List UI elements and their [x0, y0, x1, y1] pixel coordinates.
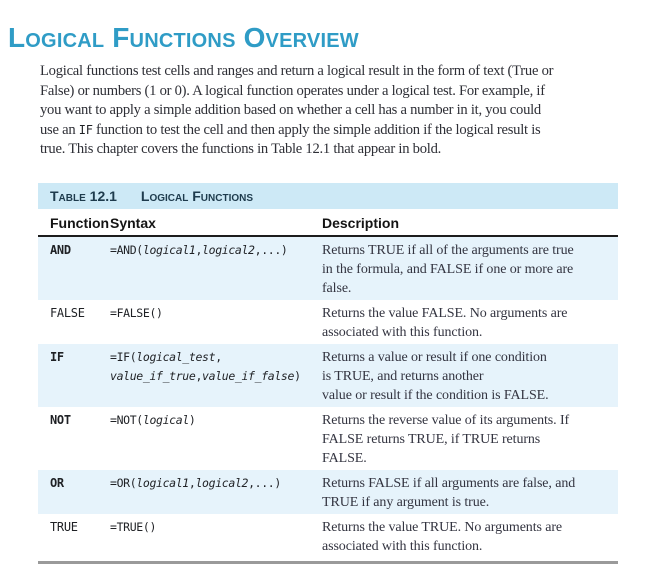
description-cell: [322, 241, 606, 298]
description-line: TRUE if any argument is true.: [322, 495, 490, 510]
syntax-argument: logical: [142, 413, 189, 427]
description-line: Returns the value FALSE. No arguments are: [322, 306, 568, 321]
description-line: value or result if the condition is FALSE.: [322, 388, 549, 403]
paragraph-line: [40, 101, 646, 121]
table-row: [38, 514, 618, 558]
function-cell: TRUE: [50, 520, 78, 534]
paragraph-line: [40, 82, 646, 102]
description-cell: [322, 304, 606, 342]
paragraph-text: Logical functions test cells and ranges and return a logical result in the form of text (True or: [40, 63, 554, 79]
column-header-function: Function: [50, 215, 110, 231]
syntax-text: =NOT(: [110, 413, 143, 427]
description-line: Returns the reverse value of its arguments. If: [322, 413, 570, 428]
syntax-cell: [110, 241, 322, 298]
description-line: FALSE returns TRUE, if TRUE returns: [322, 432, 541, 447]
description-line: false.: [322, 281, 352, 296]
paragraph-text: use an: [40, 121, 79, 138]
paragraph-line: [40, 121, 646, 141]
syntax-text: ): [294, 369, 301, 383]
syntax-cell: [110, 304, 322, 342]
syntax-text: ,...): [248, 476, 281, 490]
paragraph-text: true. This chapter covers the functions in Table 12.1 that appear in bold.: [40, 141, 442, 157]
syntax-cell: [110, 518, 322, 556]
paragraph-line: [40, 62, 646, 82]
syntax-text: =AND(: [110, 243, 143, 257]
table-body: [38, 237, 618, 558]
function-cell: FALSE: [50, 306, 85, 320]
syntax-text: =OR(: [110, 476, 137, 490]
table-row: [38, 344, 618, 407]
table-header-row: [38, 212, 618, 237]
syntax-text: ,: [195, 369, 203, 383]
column-header-syntax: Syntax: [110, 215, 156, 231]
function-cell: IF: [50, 350, 64, 364]
syntax-argument: logical1: [136, 476, 189, 490]
page-title: Logical Functions Overview: [8, 22, 359, 53]
syntax-text: ,: [195, 243, 203, 257]
column-header-description: Description: [322, 215, 400, 231]
syntax-line: [110, 411, 322, 430]
syntax-cell: [110, 411, 322, 468]
description-line: FALSE.: [322, 451, 367, 466]
description-line: is TRUE, and returns another: [322, 369, 484, 384]
syntax-argument: logical_test: [136, 350, 216, 364]
table-caption-bar: [38, 183, 618, 209]
description-line: associated with this function.: [322, 325, 483, 340]
syntax-text: ): [188, 413, 196, 427]
table-title: Logical Functions: [140, 188, 254, 204]
syntax-cell: [110, 348, 322, 405]
description-line: associated with this function.: [322, 539, 483, 554]
inline-code: IF: [78, 122, 93, 137]
syntax-text: ,: [215, 350, 222, 364]
description-line: Returns the value TRUE. No arguments are: [322, 520, 563, 535]
table-bottom-rule: [38, 561, 618, 564]
syntax-argument: logical1: [142, 243, 196, 257]
function-cell: OR: [50, 476, 64, 490]
syntax-line: [110, 348, 322, 367]
syntax-line: [110, 367, 322, 386]
paragraph-text: you want to apply a simple addition based on whether a cell has a number in it, you could: [40, 102, 541, 118]
syntax-argument: value_if_true: [110, 369, 196, 383]
syntax-argument: logical2: [202, 243, 255, 257]
syntax-line: [110, 474, 322, 493]
function-cell: NOT: [50, 413, 71, 427]
description-line: in the formula, and FALSE if one or more are: [322, 262, 574, 277]
syntax-argument: logical2: [195, 476, 249, 490]
description-cell: [322, 411, 606, 468]
syntax-text: =FALSE(): [110, 306, 163, 320]
syntax-cell: [110, 474, 322, 512]
function-cell: AND: [50, 243, 71, 257]
syntax-text: ,: [188, 476, 196, 490]
paragraph-line: [40, 140, 646, 160]
table-row: [38, 470, 618, 514]
syntax-line: [110, 518, 322, 537]
syntax-line: [110, 304, 322, 323]
syntax-text: =TRUE(): [110, 520, 157, 534]
description-line: Returns TRUE if all of the arguments are true: [322, 243, 574, 258]
intro-paragraph: [40, 62, 646, 160]
description-line: Returns a value or result if one condition: [322, 350, 547, 365]
syntax-argument: value_if_false: [202, 369, 295, 383]
description-cell: [322, 474, 606, 512]
description-cell: [322, 518, 606, 556]
syntax-line: [110, 241, 322, 260]
syntax-text: ,...): [254, 243, 288, 257]
description-line: Returns FALSE if all arguments are false, and: [322, 476, 576, 491]
syntax-text: =IF(: [110, 350, 137, 364]
logical-functions-table: [38, 183, 618, 564]
paragraph-text: False) or numbers (1 or 0). A logical function operates under a logical test. For example, if: [40, 82, 545, 99]
table-row: [38, 300, 618, 344]
table-row: [38, 407, 618, 470]
table-row: [38, 237, 618, 300]
table-number: Table 12.1: [50, 188, 117, 204]
description-cell: [322, 348, 606, 405]
paragraph-text: function to test the cell and then apply the simple addition if the logical result is: [92, 121, 541, 138]
